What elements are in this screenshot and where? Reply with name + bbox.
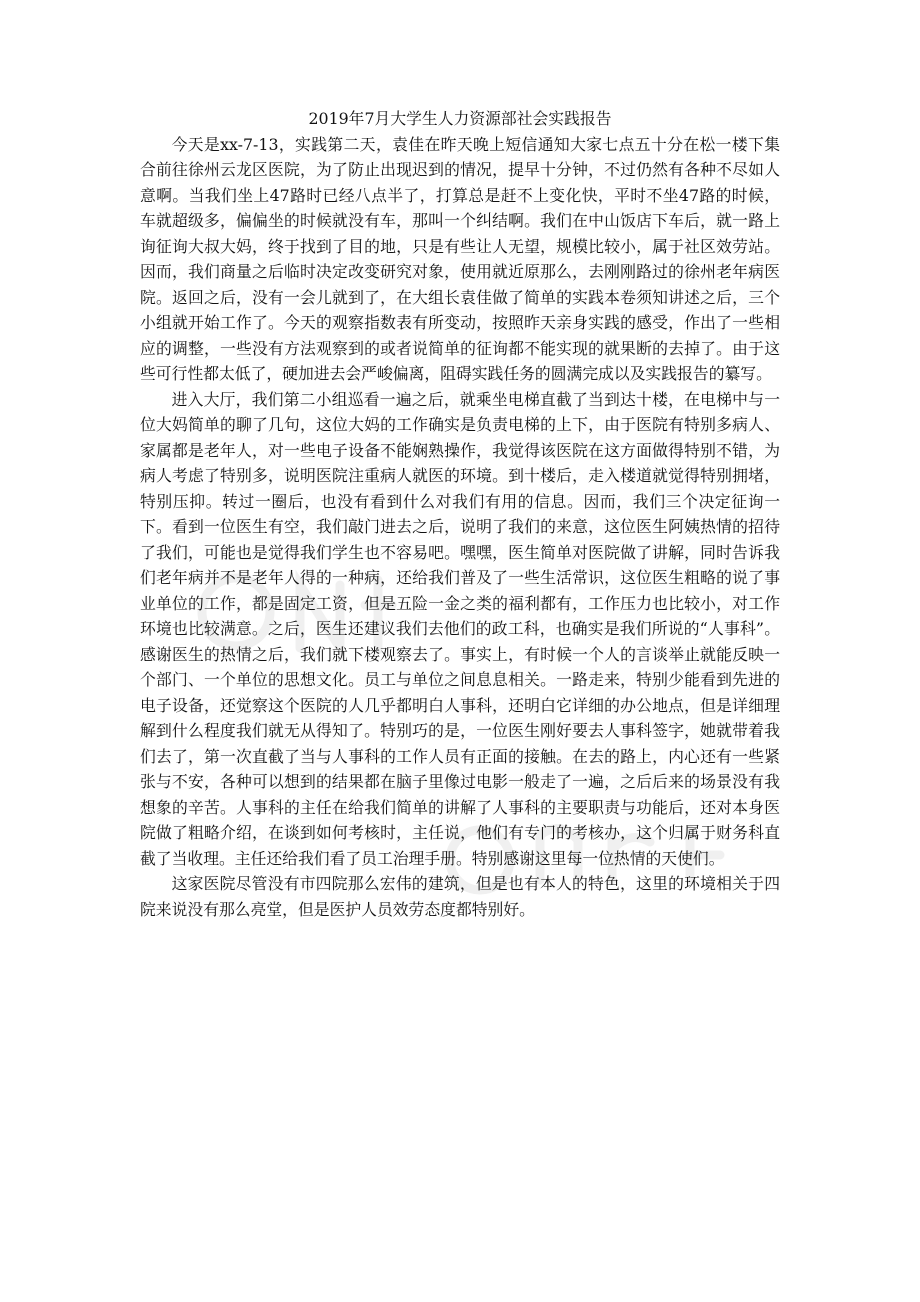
- paragraph-1: 今天是xx-7-13，实践第二天，袁佳在昨天晚上短信通知大家七点五十分在松一楼下集合前往徐州云龙区医院，为了防止出现迟到的情况，提早十分钟，不过仍然有各种不尽如人意啊。当我们坐上47路时已经八点半了，打算总是赶不上变化快，平时不坐47路的时候，车就超级多，偏偏坐的时候就没有车，那叫一个纠结啊。我们在中山饭店下车后，就一路上询征询大叔大妈，终于找到了目的地，只是有些让人无望，规模比较小，属于社区效劳站。因而，我们商量之后临时决定改变研究对象，使用就近原那么，去刚刚路过的徐州老年病医院。返回之后，没有一会儿就到了，在大组长袁佳做了简单的实践本卷须知讲述之后，三个小组就开始工作了。今天的观察指数表有所变动，按照昨天亲身实践的感受，作出了一些相应的调整，一些没有方法观察到的或者说简单的征询都不能实现的就果断的去掉了。由于这些可行性都太低了，硬加进去会严峻偏离，阻碍实践任务的圆满完成以及实践报告的纂写。: [140, 134, 780, 383]
- document-page: [140, 106, 780, 922]
- document-title: 2019年7月大学生人力资源部社会实践报告: [308, 109, 612, 128]
- paragraph-2: 进入大厅，我们第二小组巡看一遍之后，就乘坐电梯直截了当到达十楼，在电梯中与一位大妈简单的聊了几句，这位大妈的工作确实是负责电梯的上下，由于医院有特别多病人、家属都是老年人，对一些电子设备不能娴熟操作，我觉得该医院在这方面做得特别不错，为病人考虑了特别多，说明医院注重病人就医的环境。到十楼后，走入楼道就觉得特别拥堵，特别压抑。转过一圈后，也没有看到什么对我们有用的信息。因而，我们三个决定征询一下。看到一位医生有空，我们敲门进去之后，说明了我们的来意，这位医生阿姨热情的招待了我们，可能也是觉得我们学生也不容易吧。嘿嘿，医生简单对医院做了讲解，同时告诉我们老年病并不是老年人得的一种病，还给我们普及了一些生活常识，这位医生粗略的说了事业单位的工作，都是固定工资，但是五险一金之类的福利都有，工作压力也比较小，对工作环境也比较满意。之后，医生还建议我们去他们的政工科，也确实是我们所说的“人事科”。感谢医生的热情之后，我们就下楼观察去了。事实上，有时候一个人的言谈举止就能反映一个部门、一个单位的思想文化。员工与单位之间息息相关。一路走来，特别少能看到先进的电子设备，还觉察这个医院的人几乎都明白人事科，还明白它详细的办公地点，但是详细理解到什么程度我们就无从得知了。特别巧的是，一位医生刚好要去人事科签字，她就带着我们去了，第一次直截了当与人事科的工作人员有正面的接触。在去的路上，内心还有一些紧张与不安，各种可以想到的结果都在脑子里像过电影一般走了一遍，之后后来的场景没有我想象的辛苦。人事科的主任在给我们简单的讲解了人事科的主要职责与功能后，还对本身医院做了粗略介绍，在谈到如何考核时，主任说，他们有专门的考核办，这个归属于财务科直截了当收理。主任还给我们看了员工治理手册。特别感谢这里每一位热情的天使们。: [140, 389, 780, 868]
- paragraph-3: 这家医院尽管没有市四院那么宏伟的建筑，但是也有本人的特色，这里的环境相关于四院来说没有那么亮堂，但是医护人员效劳态度都特别好。: [140, 874, 780, 919]
